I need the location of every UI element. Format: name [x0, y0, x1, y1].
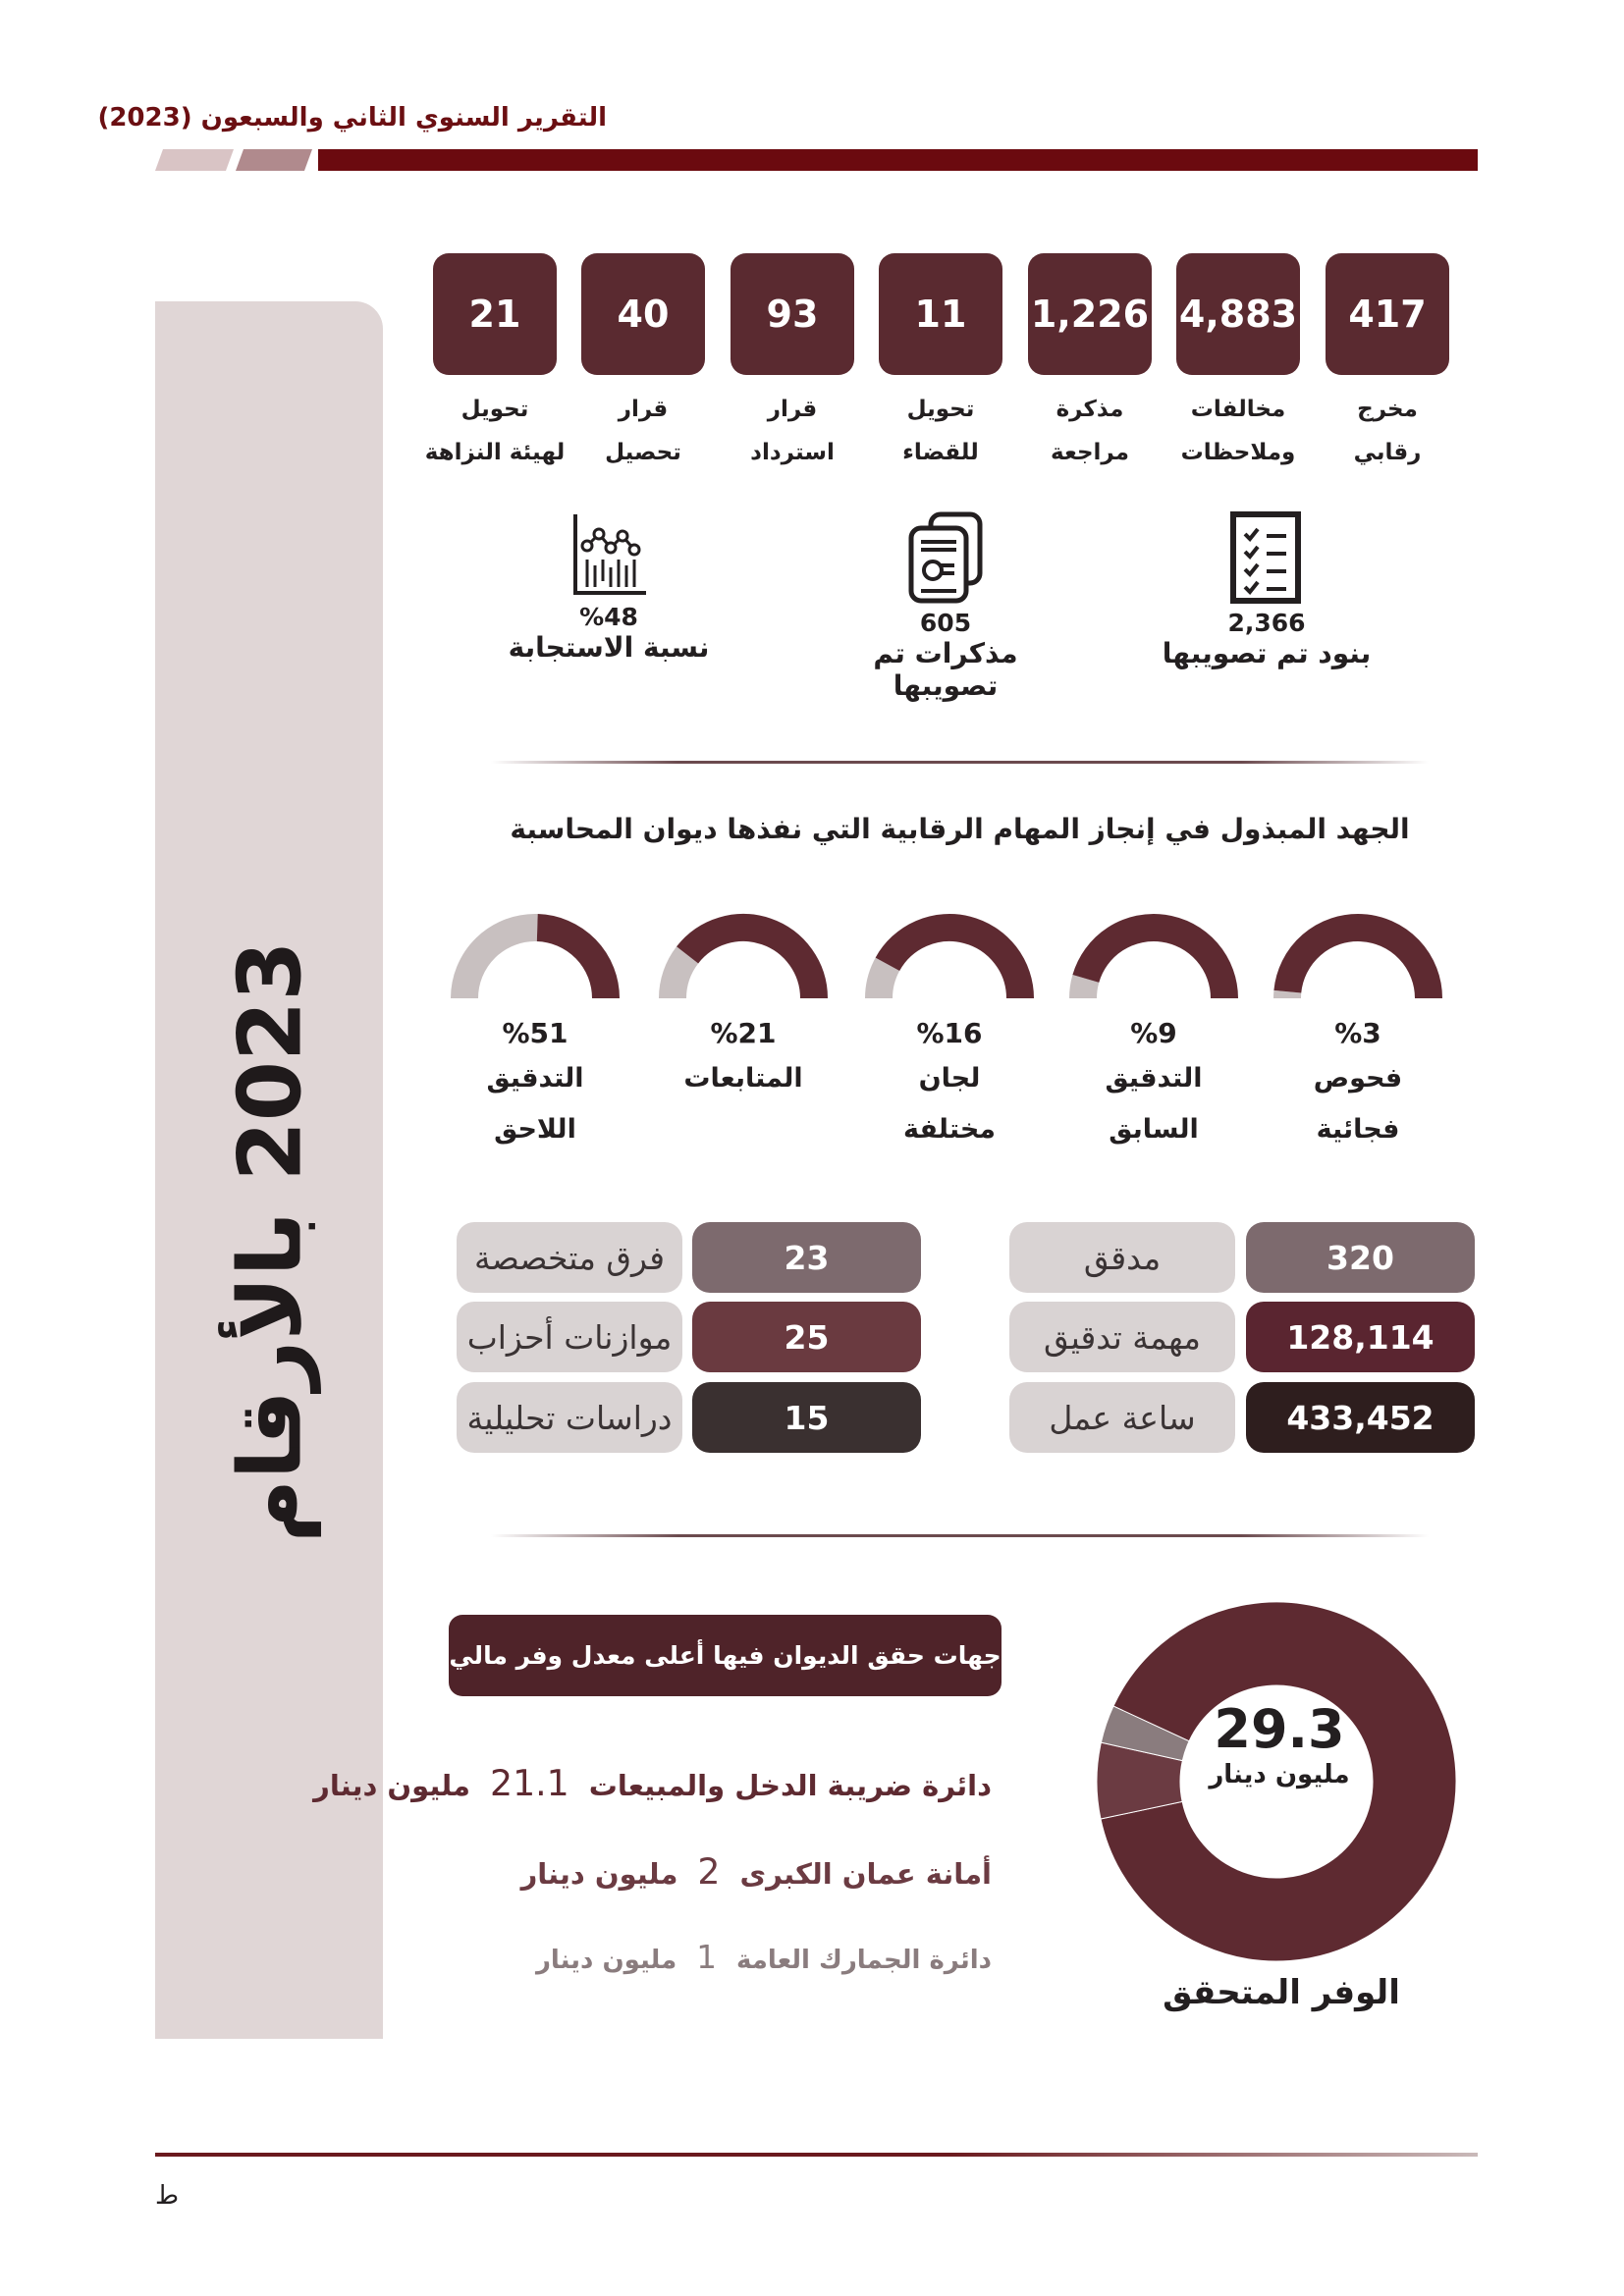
label-line: مختلفة [902, 1114, 997, 1145]
savings-title: الوفر المتحقق [1163, 1973, 1400, 2012]
savings-unit: مليون دينار [520, 1857, 678, 1891]
gauge-rest [1083, 979, 1086, 998]
header-bar-segment [236, 149, 312, 171]
gauge-label [851, 1053, 1048, 1155]
key-figure-value: 11 [879, 253, 1002, 375]
donut-center [1183, 1698, 1376, 1789]
savings-item [521, 1850, 992, 1893]
stat-label: نسبة الاستجابة [508, 631, 710, 664]
key-figure-label [862, 388, 1019, 474]
label-line: مخرج [1357, 397, 1418, 422]
checklist-icon [1227, 510, 1306, 605]
footer-line [155, 2153, 1478, 2157]
savings-item [313, 1762, 992, 1804]
gauge-label [1056, 1053, 1252, 1155]
label-line: مراجعة [1051, 440, 1129, 465]
stat-value: %48 [579, 603, 638, 631]
label-line: استرداد [750, 440, 835, 465]
savings-unit: مليون دينار [535, 1946, 677, 1975]
label-line: لجان [918, 1063, 981, 1094]
resource-value: 128,114 [1246, 1302, 1475, 1372]
savings-amount: 21.1 [490, 1762, 569, 1804]
resource-label: موازنات أحزاب [457, 1302, 682, 1372]
label-line: قرار [767, 397, 818, 422]
resource-label: دراسات تحليلية [457, 1382, 682, 1453]
resource-label: ساعة عمل [1009, 1382, 1235, 1453]
label-line: مذكرة [1056, 397, 1124, 422]
gauge-percent: %16 [916, 1017, 983, 1049]
gauge-rest [464, 928, 537, 998]
resource-value: 433,452 [1246, 1382, 1475, 1453]
label-line: المتابعات [683, 1063, 803, 1094]
key-figure-value: 40 [581, 253, 705, 375]
gauge-fill [687, 928, 814, 998]
resource-value: 320 [1246, 1222, 1475, 1293]
gauge-percent: %51 [502, 1017, 568, 1049]
label-line: تحصيل [605, 440, 681, 465]
resource-label: مدقق [1009, 1222, 1235, 1293]
gauge-fill [537, 928, 606, 998]
key-figure-label [1011, 388, 1168, 474]
divider [491, 1534, 1429, 1537]
gauge-fill [1287, 928, 1429, 998]
savings-entity: أمانة عمان الكبرى [739, 1857, 992, 1891]
key-figure-value: 417 [1326, 253, 1449, 375]
savings-amount: 2 [697, 1850, 721, 1893]
stat-label: مذكرات تم تصويبها [873, 637, 1018, 702]
key-figure-value: 93 [731, 253, 854, 375]
gauge-arc [447, 908, 623, 1001]
gauge-item [645, 908, 841, 1104]
key-figure-label [1309, 388, 1466, 474]
gauge-arc [655, 908, 832, 1001]
total-savings-unit: مليون دينار [1209, 1760, 1350, 1789]
label-line: السابق [1109, 1114, 1199, 1145]
gauge-percent: %3 [1334, 1017, 1381, 1049]
divider [491, 761, 1429, 764]
savings-banner: جهات حقق الديوان فيها أعلى معدل وفر مالي [449, 1615, 1001, 1696]
savings-unit: مليون دينار [313, 1769, 470, 1802]
label-line: لهيئة النزاهة [424, 440, 566, 465]
savings-entity: دائرة الجمارك العامة [735, 1946, 992, 1975]
resource-value: 25 [692, 1302, 921, 1372]
savings-amount: 1 [696, 1939, 717, 1976]
gauge-fill [888, 928, 1020, 998]
resource-value: 15 [692, 1382, 921, 1453]
stat-value: 2,366 [1227, 609, 1306, 637]
gauge-label [1260, 1053, 1456, 1155]
label-line: قرار [618, 397, 669, 422]
gauge-arc [1065, 908, 1242, 1001]
stat-value: 605 [919, 609, 972, 637]
label-line: للقضاء [902, 440, 979, 465]
stat-response-rate [481, 510, 736, 664]
gauge-item [437, 908, 633, 1155]
chart-icon [569, 510, 648, 599]
gauge-item [851, 908, 1048, 1155]
gauge-rest [879, 964, 888, 998]
key-figure-label [416, 388, 573, 474]
label-line: وملاحظات [1180, 440, 1296, 465]
resource-label: مهمة تدقيق [1009, 1302, 1235, 1372]
resource-label: فرق متخصصة [457, 1222, 682, 1293]
label-line: تحويل [460, 397, 529, 422]
gauge-rest [673, 955, 687, 998]
gauge-percent: %9 [1130, 1017, 1177, 1049]
key-figure-value: 21 [433, 253, 557, 375]
header-bar [318, 149, 1478, 171]
label-line: اللاحق [494, 1114, 576, 1145]
header-bar-segment [155, 149, 234, 171]
key-figure-label [1160, 388, 1317, 474]
report-title: التقرير السنوي الثاني والسبعون (2023) [97, 103, 607, 133]
label-line: فجائية [1316, 1114, 1400, 1145]
sidebar-title: 2023 بالأرقام [219, 940, 321, 1543]
label-line: تحويل [906, 397, 975, 422]
resource-value: 23 [692, 1222, 921, 1293]
label-line: التدقيق [1105, 1063, 1203, 1094]
gauge-fill [1086, 928, 1224, 998]
gauge-arc [1270, 908, 1446, 1001]
stat-items-corrected [1139, 510, 1394, 669]
savings-entity: دائرة ضريبة الدخل والمبيعات [588, 1769, 992, 1802]
label-line: التدقيق [486, 1063, 584, 1094]
gauge-label [437, 1053, 633, 1155]
gauge-percent: %21 [710, 1017, 777, 1049]
page-number: ط [155, 2181, 180, 2211]
gauge-arc [861, 908, 1038, 1001]
key-figure-label [565, 388, 722, 474]
document-icon [901, 510, 990, 605]
section-title: الجهد المبذول في إنجاز المهام الرقابية التي نفذها ديوان المحاسبة [510, 813, 1410, 845]
key-figure-value: 1,226 [1028, 253, 1152, 375]
label-line: مخالفات [1190, 397, 1286, 422]
key-figure-label [714, 388, 871, 474]
stat-memos-corrected [818, 510, 1073, 702]
label-line: فحوص [1313, 1063, 1403, 1094]
total-savings-value: 29.3 [1214, 1698, 1345, 1760]
gauge-label [645, 1053, 841, 1104]
savings-item [536, 1939, 992, 1976]
gauge-item [1260, 908, 1456, 1155]
label-line: رقابي [1353, 440, 1422, 465]
stat-label: بنود تم تصويبها [1162, 637, 1372, 669]
key-figure-value: 4,883 [1176, 253, 1300, 375]
gauge-item [1056, 908, 1252, 1155]
